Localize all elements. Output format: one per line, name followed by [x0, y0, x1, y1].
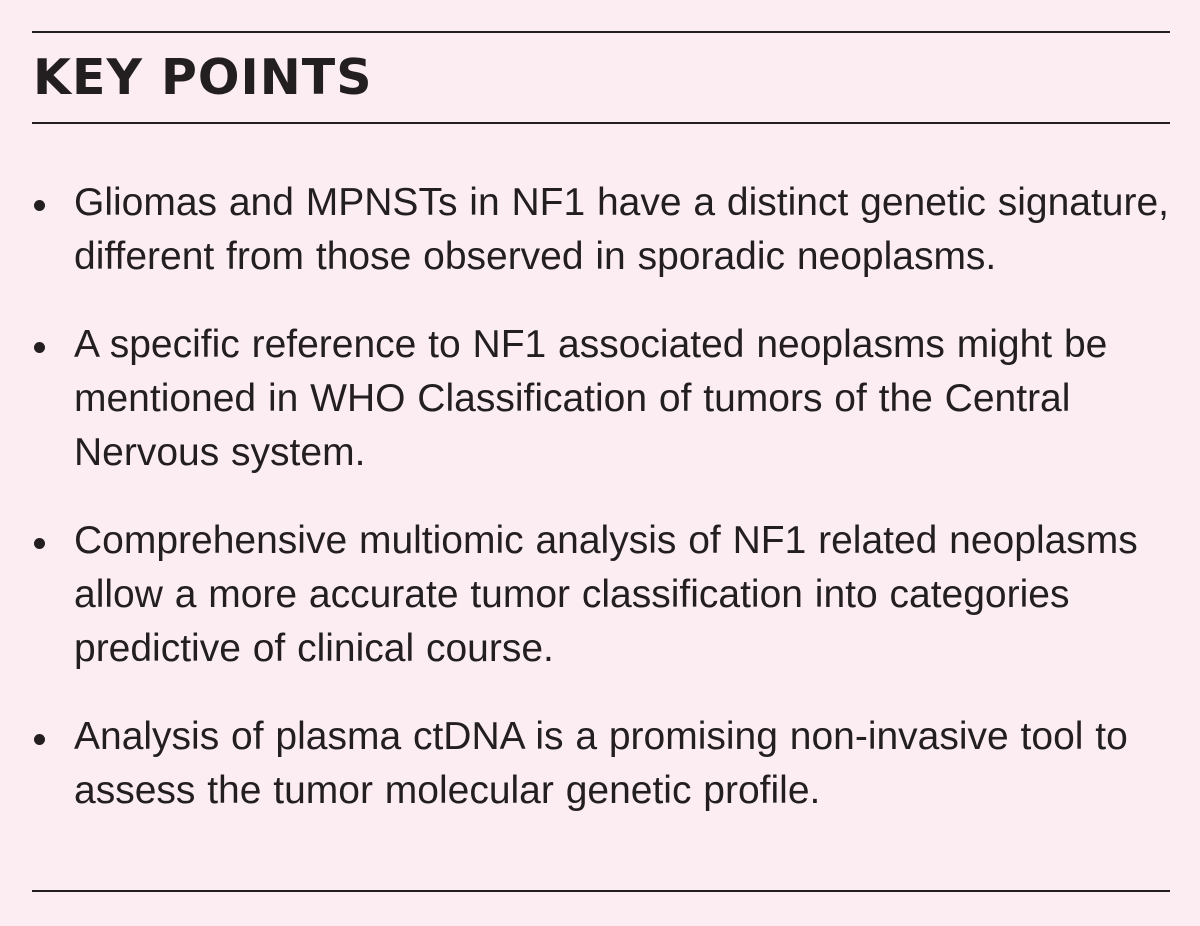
key-points-list [32, 176, 1182, 818]
top-rule [32, 31, 1170, 33]
bullet-icon [34, 734, 45, 745]
key-point-text: Comprehensive multiomic analysis of NF1 related neoplasms allow a more accurate tumor classification into categories predictive of clinical course. [74, 519, 1138, 670]
bottom-rule [32, 890, 1170, 892]
key-point-text: Analysis of plasma ctDNA is a promising non-invasive tool to assess the tumor molecular genetic profile. [74, 715, 1128, 812]
key-point [32, 176, 1182, 284]
heading-rule [32, 122, 1170, 124]
key-point [32, 514, 1182, 676]
key-point-text: A specific reference to NF1 associated neoplasms might be mentioned in WHO Classification of tumors of the Central Nervous system. [74, 323, 1108, 474]
bullet-icon [34, 342, 45, 353]
bullet-icon [34, 538, 45, 549]
key-point [32, 318, 1182, 480]
box-heading: KEY POINTS [33, 49, 373, 106]
key-point [32, 710, 1182, 818]
bullet-icon [34, 200, 45, 211]
key-point-text: Gliomas and MPNSTs in NF1 have a distinct genetic signature, different from those observed in sporadic neoplasms. [74, 181, 1170, 278]
